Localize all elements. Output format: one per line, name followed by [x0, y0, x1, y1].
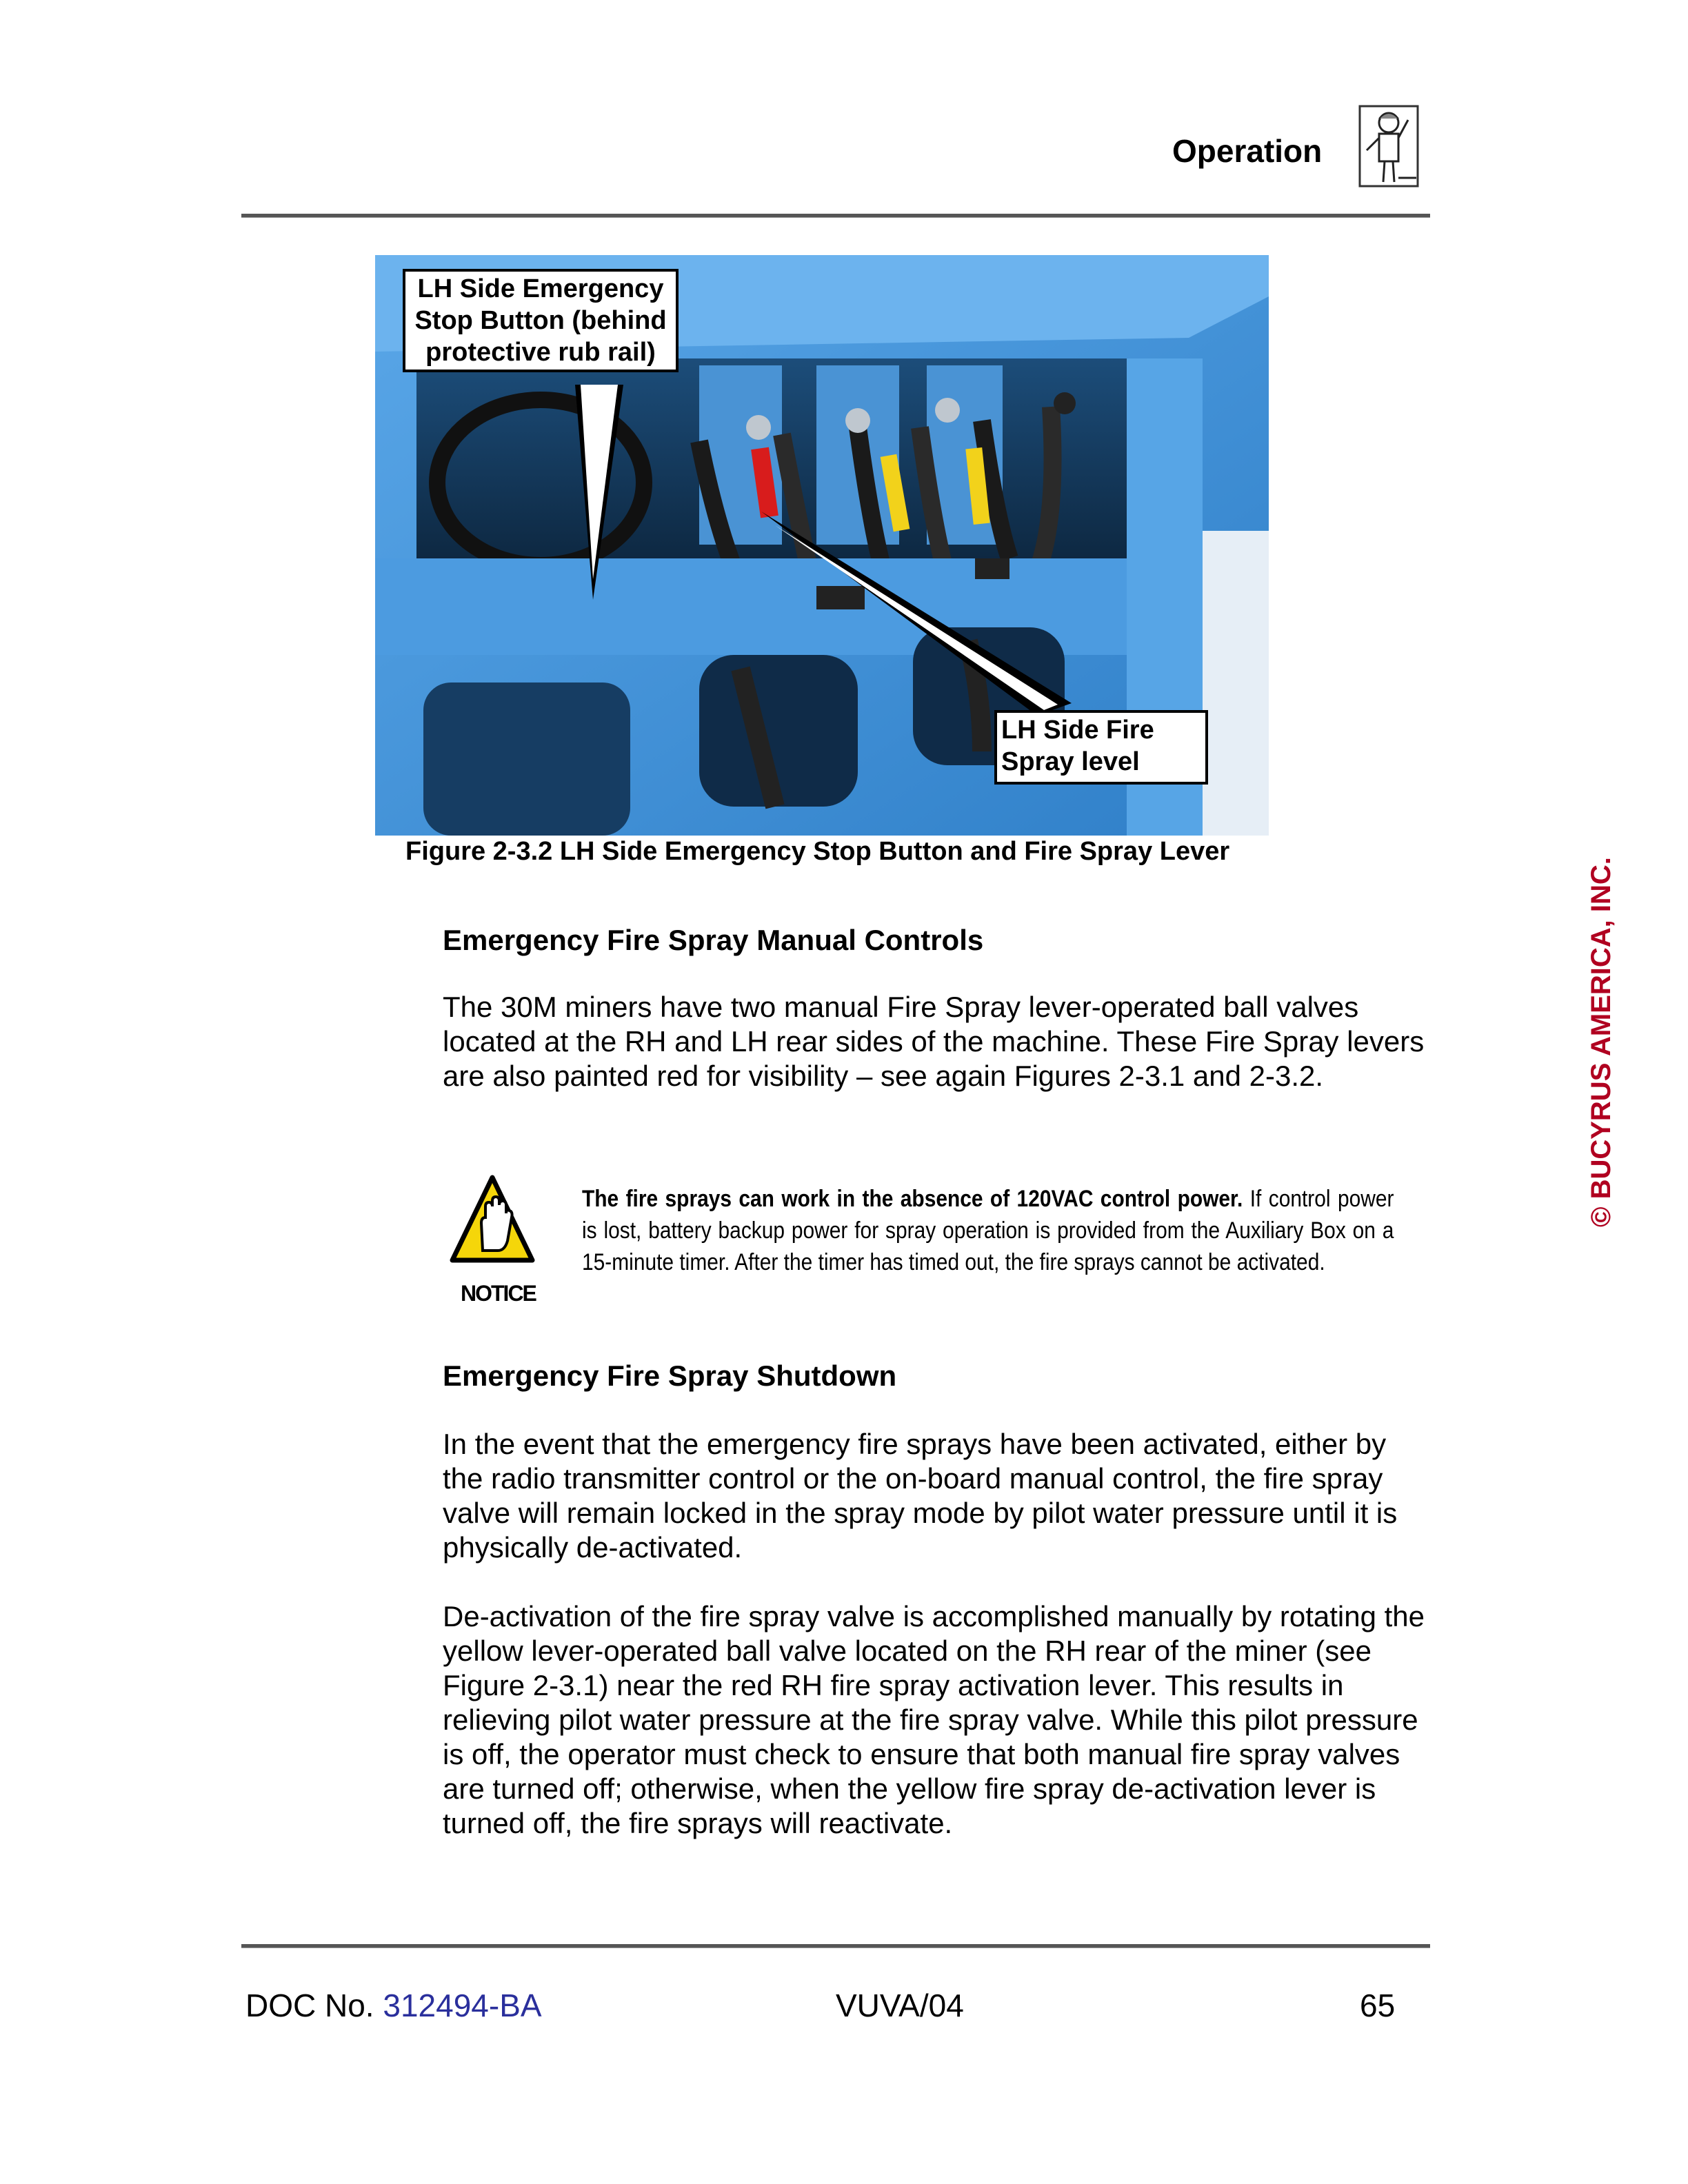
manual-controls-paragraph: The 30M miners have two manual Fire Spray lever-operated ball valves located at the RH and LH rear sides of the machine. These Fire Spray levers are also painted red for visibility – see again Figures 2-3.1 and 2-3.2. — [443, 991, 1425, 1092]
notice-bold-text: The fire sprays can work in the absence of 120VAC control power. — [582, 1186, 1243, 1212]
revision-code: VUVA/04 — [836, 1988, 964, 2023]
doc-number — [245, 1987, 542, 2024]
fire-spray-callout: LH Side Fire Spray level — [994, 710, 1208, 785]
figure-caption: Figure 2-3.2 LH Side Emergency Stop Button and Fire Spray Lever — [405, 837, 1230, 866]
hand-warning-icon — [450, 1175, 535, 1264]
notice-text — [582, 1183, 1394, 1278]
header-rule — [241, 214, 1430, 218]
section-title: Operation — [1172, 133, 1323, 169]
doc-prefix: DOC No. — [245, 1988, 383, 2023]
page-number: 65 — [1360, 1988, 1396, 2023]
machine-photo — [375, 255, 1269, 836]
side-copyright: © BUCYRUS AMERICA, INC. — [1586, 857, 1616, 1227]
notice-label: NOTICE — [461, 1281, 536, 1306]
footer-rule — [241, 1944, 1430, 1948]
doc-number-value: 312494-BA — [383, 1988, 542, 2023]
shutdown-paragraph-2: De-activation of the fire spray valve is accomplished manually by rotating the yellow lever-operated ball valve located on the RH rear of the miner (see Figure 2-3.1) near the red RH fire spray activation lever. This results in relieving pilot water pressure at the fire spray valve. While this pilot pressure is off, the operator must check to ensure that both manual fire spray valves are turned off; otherwise, when the yellow fire spray de-activation lever is turned off, the fire sprays will reactivate. — [443, 1600, 1425, 1839]
notice-body-text: If control power is lost, battery backup power for spray operation is provided from the Auxiliary Box on a 15-minute timer. After the timer has timed out, the fire sprays cannot be activated. — [582, 1186, 1394, 1275]
section-heading-shutdown: Emergency Fire Spray Shutdown — [443, 1359, 897, 1392]
shutdown-paragraph-1: In the event that the emergency fire sprays have been activated, either by the radio transmitter control or the on-board manual control, the fire spray valve will remain locked in the spray mode by pilot water pressure until it is physically de-activated. — [443, 1428, 1398, 1564]
section-heading-manual-controls: Emergency Fire Spray Manual Controls — [443, 924, 984, 956]
estop-callout: LH Side Emergency Stop Button (behind protective rub rail) — [403, 269, 679, 372]
operator-person-icon — [1357, 102, 1420, 190]
